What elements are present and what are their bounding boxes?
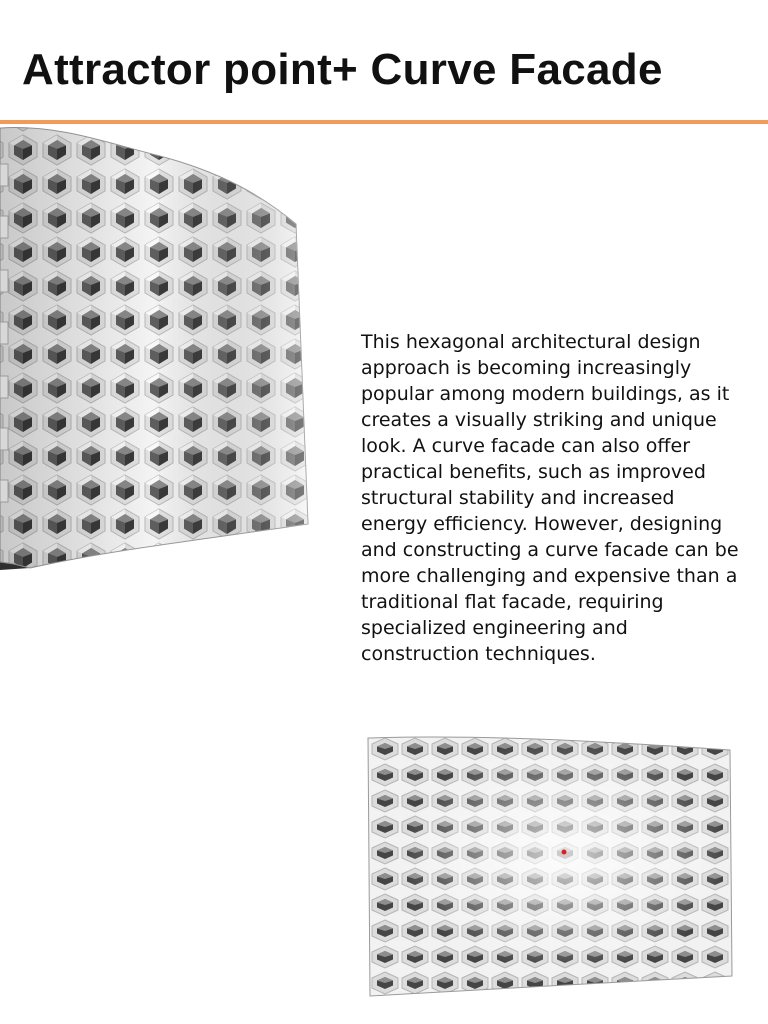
description-paragraph: This hexagonal architectural design approach is becoming increasingly popular among modern buildings, as it creates a visually striking and unique look. A curve facade can also offer practical benefits, such as improved structural stability and increased energy efficiency. However, designing and constructing a curve facade can be more challenging and expensive than a traditional flat facade, requiring specialized engineering and construction techniques. bbox=[361, 331, 739, 665]
attractor-facade-image bbox=[364, 732, 734, 1000]
attractor-point-marker bbox=[562, 850, 567, 855]
curved-facade-image bbox=[0, 124, 312, 574]
page-title: Attractor point+ Curve Facade bbox=[22, 45, 663, 94]
